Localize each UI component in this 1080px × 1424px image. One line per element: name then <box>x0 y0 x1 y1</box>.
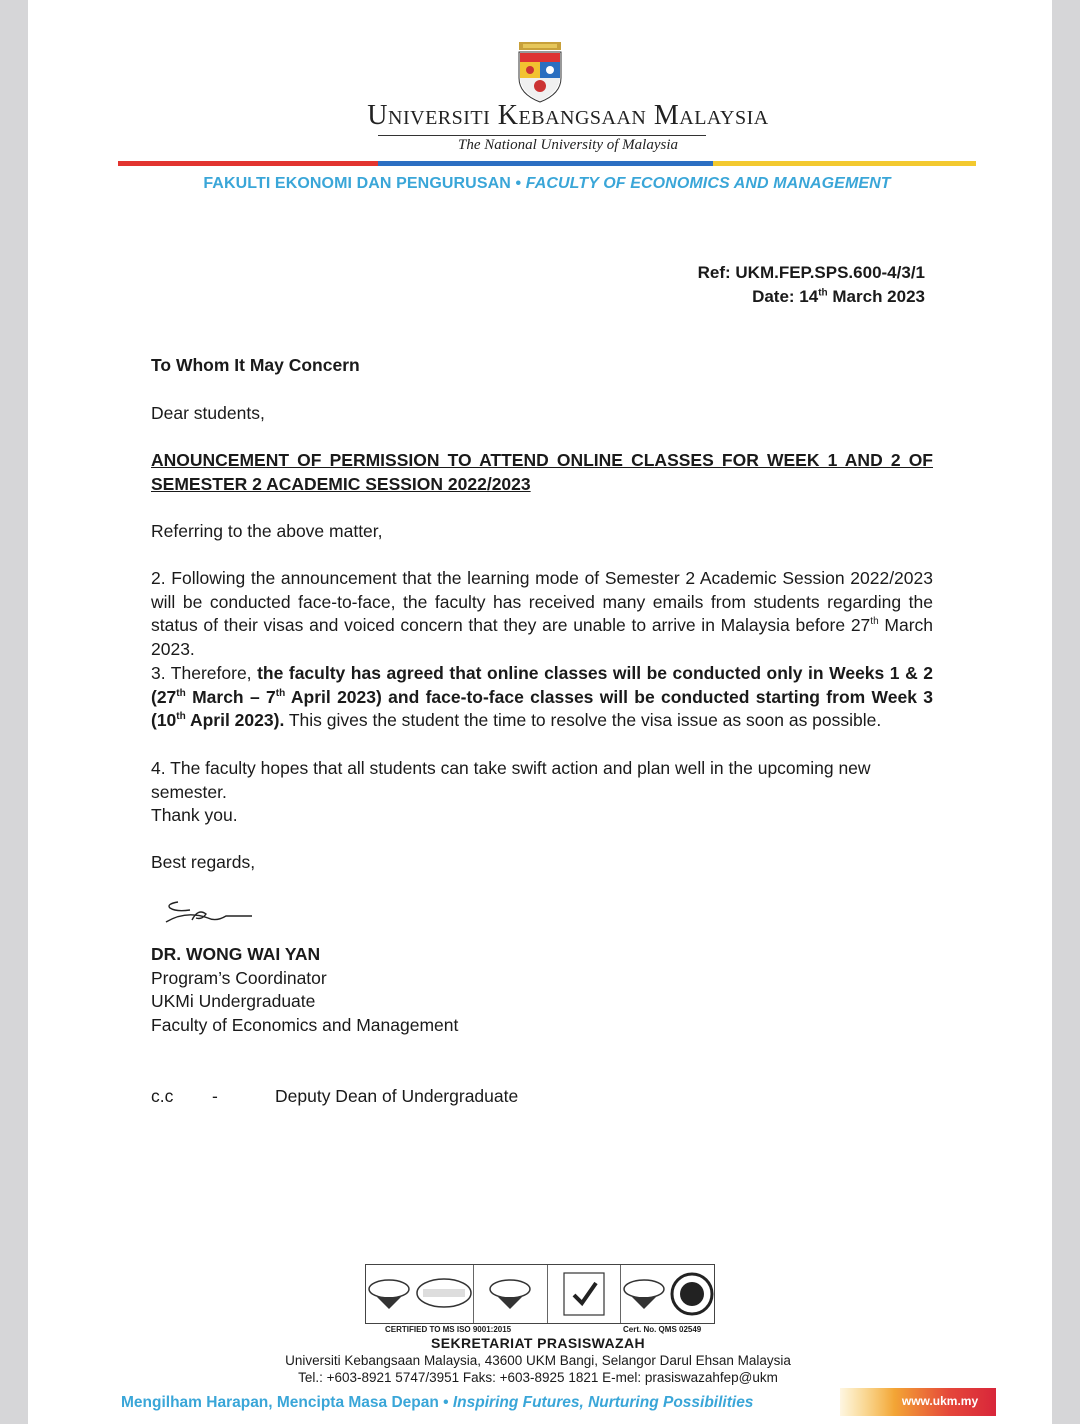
cc-dash: - <box>212 1086 218 1106</box>
body-paragraph-3: 3. Therefore, the faculty has agreed that online classes will be conducted only in Weeks 1 & 2 (27th March – 7th April 2023) and face-to-face classes will be conducted starting from Week 3 (10th April 2023). This gives the student the time to resolve the visa issue as soon as possible. <box>151 663 933 730</box>
closing-thanks: Thank you. <box>151 805 238 825</box>
faculty-name-english: FACULTY OF ECONOMICS AND MANAGEMENT <box>525 175 891 192</box>
website-link[interactable]: www.ukm.my <box>901 1394 979 1408</box>
salutation-dear: Dear students, <box>151 403 265 423</box>
signature-image <box>156 892 256 932</box>
quality-system-icon <box>366 1275 412 1313</box>
university-name: UNIVERSITI KEBANGSAAN MALAYSIA <box>367 100 769 131</box>
slogan-english: Inspiring Futures, Nurturing Possibilities <box>452 1394 754 1411</box>
certification-logos <box>365 1264 715 1324</box>
bar-blue <box>378 161 713 166</box>
iqnet-icon <box>670 1272 714 1316</box>
cert-number: Cert. No. QMS 02549 <box>623 1325 702 1334</box>
cc-label: c.c <box>151 1086 174 1106</box>
reference-block <box>628 261 925 309</box>
letter-date: Date: 14th March 2023 <box>752 287 925 306</box>
standards-icon <box>415 1275 473 1313</box>
quality-system-icon <box>487 1275 533 1313</box>
faculty-name-malay: FAKULTI EKONOMI DAN PENGURUSAN <box>203 175 511 192</box>
ukas-icon <box>562 1271 606 1317</box>
cert-cell-iqnet <box>621 1265 714 1323</box>
bar-yellow <box>713 161 976 166</box>
office-contact: Tel.: +603-8921 5747/3951 Faks: +603-8925 1821 E-mel: prasiswazahfep@ukm <box>298 1370 778 1385</box>
office-name: SEKRETARIAT PRASISWAZAH <box>430 1335 646 1351</box>
cert-cell-quality-standards <box>366 1265 474 1323</box>
cert-standard: CERTIFIED TO MS ISO 9001:2015 <box>385 1325 512 1334</box>
signatory-name: DR. WONG WAI YAN <box>151 944 321 964</box>
office-address-block <box>208 1352 868 1386</box>
cert-cell-quality <box>474 1265 548 1323</box>
letterhead-color-bar <box>118 161 976 166</box>
slogan-malay: Mengilham Harapan, Mencipta Masa Depan <box>121 1394 439 1411</box>
closing-regards: Best regards, <box>151 852 256 872</box>
body-paragraph-4: 4. The faculty hopes that all students can take swift action and plan well in the upcoming new semester. <box>151 758 871 802</box>
letter-page <box>28 0 1052 1424</box>
signatory-block <box>151 943 933 1037</box>
body-intro: Referring to the above matter, <box>151 521 383 541</box>
letter-subject: ANOUNCEMENT OF PERMISSION TO ATTEND ONLINE CLASSES FOR WEEK 1 AND 2 OF SEMESTER 2 ACADEMIC SESSION 2022/2023 <box>151 450 933 494</box>
signatory-title: Program’s Coordinator <box>151 967 327 988</box>
body-paragraph-2: 2. Following the announcement that the learning mode of Semester 2 Academic Session 2022/2023 will be conducted face-to-face, the faculty has received many emails from students regarding the status of their visas and voiced concern that they are unable to arrive in Malaysia before 27th March 2023. <box>151 568 934 659</box>
slogan-separator: • <box>443 1394 453 1411</box>
ukm-crest-logo <box>513 42 567 104</box>
quality-system-icon <box>621 1275 667 1313</box>
signatory-faculty: Faculty of Economics and Management <box>151 1014 459 1035</box>
university-name-english: The National University of Malaysia <box>458 137 678 153</box>
university-name-rule <box>378 135 706 136</box>
salutation-to: To Whom It May Concern <box>151 355 360 375</box>
cert-cell-ukas <box>548 1265 622 1323</box>
reference-number: Ref: UKM.FEP.SPS.600-4/3/1 <box>697 263 925 282</box>
signatory-unit: UKMi Undergraduate <box>151 991 316 1012</box>
cc-recipient: Deputy Dean of Undergraduate <box>275 1086 519 1106</box>
faculty-name <box>118 175 976 193</box>
slogan <box>121 1394 753 1412</box>
bar-red <box>118 161 378 166</box>
faculty-separator: • <box>515 175 526 192</box>
office-address: Universiti Kebangsaan Malaysia, 43600 UKM Bangi, Selangor Darul Ehsan Malaysia <box>285 1353 791 1368</box>
